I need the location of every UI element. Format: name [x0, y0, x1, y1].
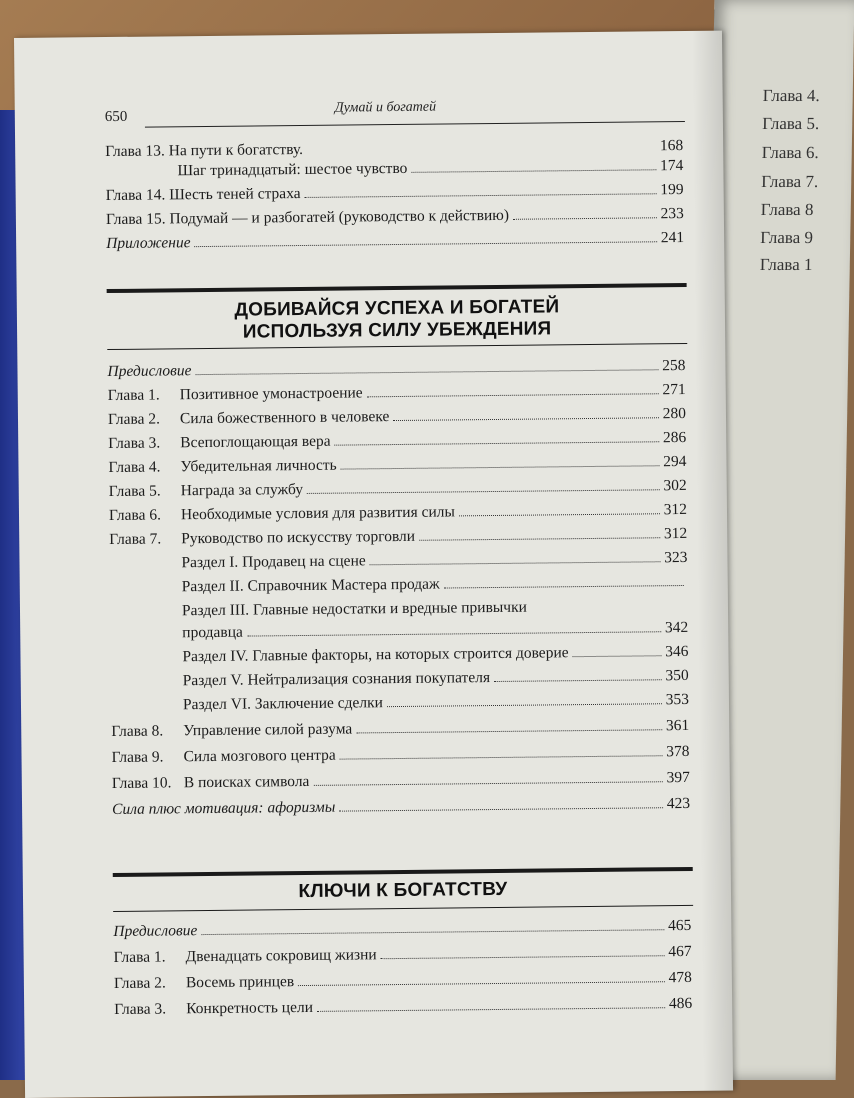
- toc-page: 168: [659, 136, 684, 155]
- toc-label: Убедительная личность: [180, 456, 337, 476]
- toc-entry: [183, 691, 689, 714]
- toc-label: Приложение: [106, 234, 191, 253]
- leader-dots: [356, 729, 662, 733]
- section-rule: [107, 283, 687, 293]
- leader-dots: [411, 169, 656, 173]
- toc-entry: [112, 795, 690, 819]
- toc-entry: [111, 743, 689, 767]
- chapter-number: Глава 5.: [108, 482, 161, 501]
- chapter-number: Глава 2.: [113, 974, 166, 993]
- toc-entry: [107, 357, 685, 381]
- toc-page: 312: [663, 524, 688, 543]
- leader-dots: [573, 655, 662, 657]
- leader-dots: [335, 441, 659, 445]
- toc-entry: [177, 157, 683, 180]
- section-rule: [113, 867, 693, 877]
- toc-page: 233: [660, 204, 684, 223]
- leader-dots: [341, 465, 660, 469]
- toc-page: 241: [660, 228, 685, 247]
- toc-label: Руководство по искусству торговли: [181, 527, 416, 548]
- leader-dots: [195, 241, 657, 247]
- leader-dots: [195, 369, 658, 375]
- next-page-line: Глава 8: [760, 200, 814, 219]
- section-title: КЛЮЧИ К БОГАТСТВУ: [298, 878, 508, 903]
- toc-entry: [114, 943, 692, 967]
- toc-entry: [108, 381, 686, 405]
- chapter-number: Глава 1.: [107, 386, 160, 405]
- header-rule: [145, 121, 685, 128]
- leader-dots: [459, 513, 660, 516]
- leader-dots: [370, 561, 661, 565]
- toc-page: 312: [663, 500, 688, 519]
- toc-page: 346: [665, 642, 689, 661]
- leader-dots: [317, 1007, 665, 1012]
- toc-entry: [114, 969, 692, 993]
- next-page-line: Глава 9: [760, 228, 814, 247]
- next-page-line: Глава 7.: [761, 172, 819, 191]
- toc-label: Глава 15. Подумай — и разбогатей (руководство к действию): [105, 206, 510, 229]
- toc-entry: [183, 667, 689, 690]
- toc-label: Предисловие: [107, 362, 192, 381]
- toc-page: 353: [665, 690, 690, 709]
- leader-dots: [387, 703, 662, 707]
- toc-page: 361: [665, 716, 690, 735]
- toc-entry: [182, 619, 688, 642]
- leader-dots: [305, 193, 657, 198]
- next-page-line: Глава 6.: [761, 143, 819, 162]
- toc-label: Раздел V. Нейтрализация сознания покупателя: [182, 669, 491, 690]
- chapter-number: Глава 6.: [108, 506, 161, 525]
- chapter-number: Глава 9.: [111, 748, 164, 767]
- chapter-number: Глава 7.: [109, 530, 162, 549]
- running-title: Думай и богатей: [334, 99, 437, 116]
- toc-page: 486: [668, 994, 693, 1013]
- chapter-number: Глава 4.: [108, 458, 161, 477]
- leader-dots: [339, 807, 663, 811]
- toc-label: Шаг тринадцатый: шестое чувство: [177, 159, 408, 180]
- leader-dots: [298, 981, 664, 986]
- toc-label: Награда за службу: [180, 480, 304, 500]
- leader-dots: [381, 955, 665, 959]
- toc-entry: [181, 549, 687, 572]
- toc-entry: [108, 429, 686, 453]
- toc-entry: [109, 477, 687, 501]
- toc-entry: [108, 405, 686, 429]
- toc-page: 271: [662, 380, 686, 399]
- next-page-line: Глава 1: [759, 255, 813, 274]
- toc-page: 467: [668, 942, 692, 961]
- toc-label: Восемь принцев: [185, 973, 295, 992]
- toc-entry: [112, 769, 690, 793]
- toc-label: Раздел VI. Заключение сделки: [182, 694, 384, 714]
- toc-entry: [113, 917, 691, 941]
- toc-label: Управление силой разума: [183, 720, 353, 740]
- toc-label: Раздел I. Продавец на сцене: [181, 552, 366, 572]
- next-page-line: Глава 4.: [762, 86, 820, 105]
- leader-dots: [393, 417, 658, 421]
- section-rule: [113, 905, 693, 912]
- toc-page: 199: [660, 180, 684, 199]
- leader-dots: [367, 393, 659, 397]
- toc-label: Глава 14. Шесть теней страха: [105, 185, 301, 205]
- toc-label: Глава 13. На пути к богатству.: [105, 140, 304, 161]
- leader-dots: [419, 537, 660, 541]
- toc-page: 280: [662, 404, 687, 423]
- leader-dots: [513, 217, 657, 220]
- toc-entry: [182, 597, 688, 620]
- toc-entry: [106, 205, 684, 229]
- toc-label: Всепоглощающая вера: [180, 432, 331, 452]
- leader-dots: [444, 585, 684, 589]
- toc-page: 350: [665, 666, 689, 685]
- toc-page: 478: [668, 968, 692, 987]
- toc-label: Раздел IV. Главные факторы, на которых строится доверие: [182, 644, 569, 666]
- toc-label: В поисках символа: [183, 772, 310, 792]
- toc-entry: [111, 717, 689, 741]
- toc-label: Двенадцать сокровищ жизни: [185, 946, 377, 966]
- toc-page: 342: [664, 618, 689, 637]
- toc-page: 397: [666, 768, 690, 787]
- toc-label: Раздел III. Главные недостатки и вредные привычки: [181, 598, 527, 620]
- book-page: [14, 31, 733, 1098]
- toc-page: 302: [663, 476, 687, 495]
- chapter-number: Глава 8.: [111, 722, 164, 741]
- chapter-number: Глава 3.: [114, 1000, 167, 1019]
- toc-page: 423: [666, 794, 691, 813]
- toc-label: Необходимые условия для развития силы: [180, 503, 455, 524]
- toc-entry: [106, 229, 684, 253]
- toc-entry: [108, 453, 686, 477]
- toc-entry: [109, 525, 687, 549]
- toc-entry: [114, 995, 692, 1019]
- section-title: ИСПОЛЬЗУЯ СИЛУ УБЕЖДЕНИЯ: [242, 318, 552, 343]
- chapter-number: Глава 1.: [113, 948, 166, 967]
- toc-page: 258: [662, 356, 686, 375]
- toc-label: Позитивное умонастроение: [179, 384, 363, 404]
- toc-label: Конкретность цели: [186, 998, 314, 1018]
- page-number: 650: [104, 108, 128, 126]
- leader-dots: [313, 781, 662, 786]
- next-page-line: Глава 5.: [762, 114, 820, 133]
- leader-dots: [201, 929, 664, 935]
- toc-entry: [182, 573, 688, 596]
- leader-dots: [307, 489, 659, 494]
- toc-label: Раздел II. Справочник Мастера продаж: [181, 575, 440, 596]
- leader-dots: [340, 755, 663, 759]
- toc-page: 286: [662, 428, 687, 447]
- toc-label: Сила божественного в человеке: [179, 408, 390, 428]
- toc-label: продавца: [182, 623, 243, 642]
- toc-label: Сила мозгового центра: [183, 746, 336, 766]
- toc-page: 174: [660, 156, 684, 175]
- leader-dots: [247, 631, 661, 636]
- chapter-number: Глава 2.: [107, 410, 160, 429]
- toc-label: Предисловие: [113, 922, 198, 941]
- toc-entry: [106, 181, 684, 205]
- chapter-number: Глава 10.: [111, 774, 172, 793]
- chapter-number: Глава 3.: [108, 434, 161, 453]
- toc-entry: [182, 643, 688, 666]
- toc-page: 294: [663, 452, 687, 471]
- toc-page: 323: [664, 548, 688, 567]
- section-title: ДОБИВАЙСЯ УСПЕХА И БОГАТЕЙ: [234, 296, 560, 321]
- toc-entry: [109, 501, 687, 525]
- toc-page: 465: [667, 916, 692, 935]
- running-head: [105, 101, 685, 129]
- leader-dots: [494, 679, 661, 682]
- toc-label: Сила плюс мотивация: афоризмы: [111, 798, 336, 819]
- toc-page: 378: [666, 742, 690, 761]
